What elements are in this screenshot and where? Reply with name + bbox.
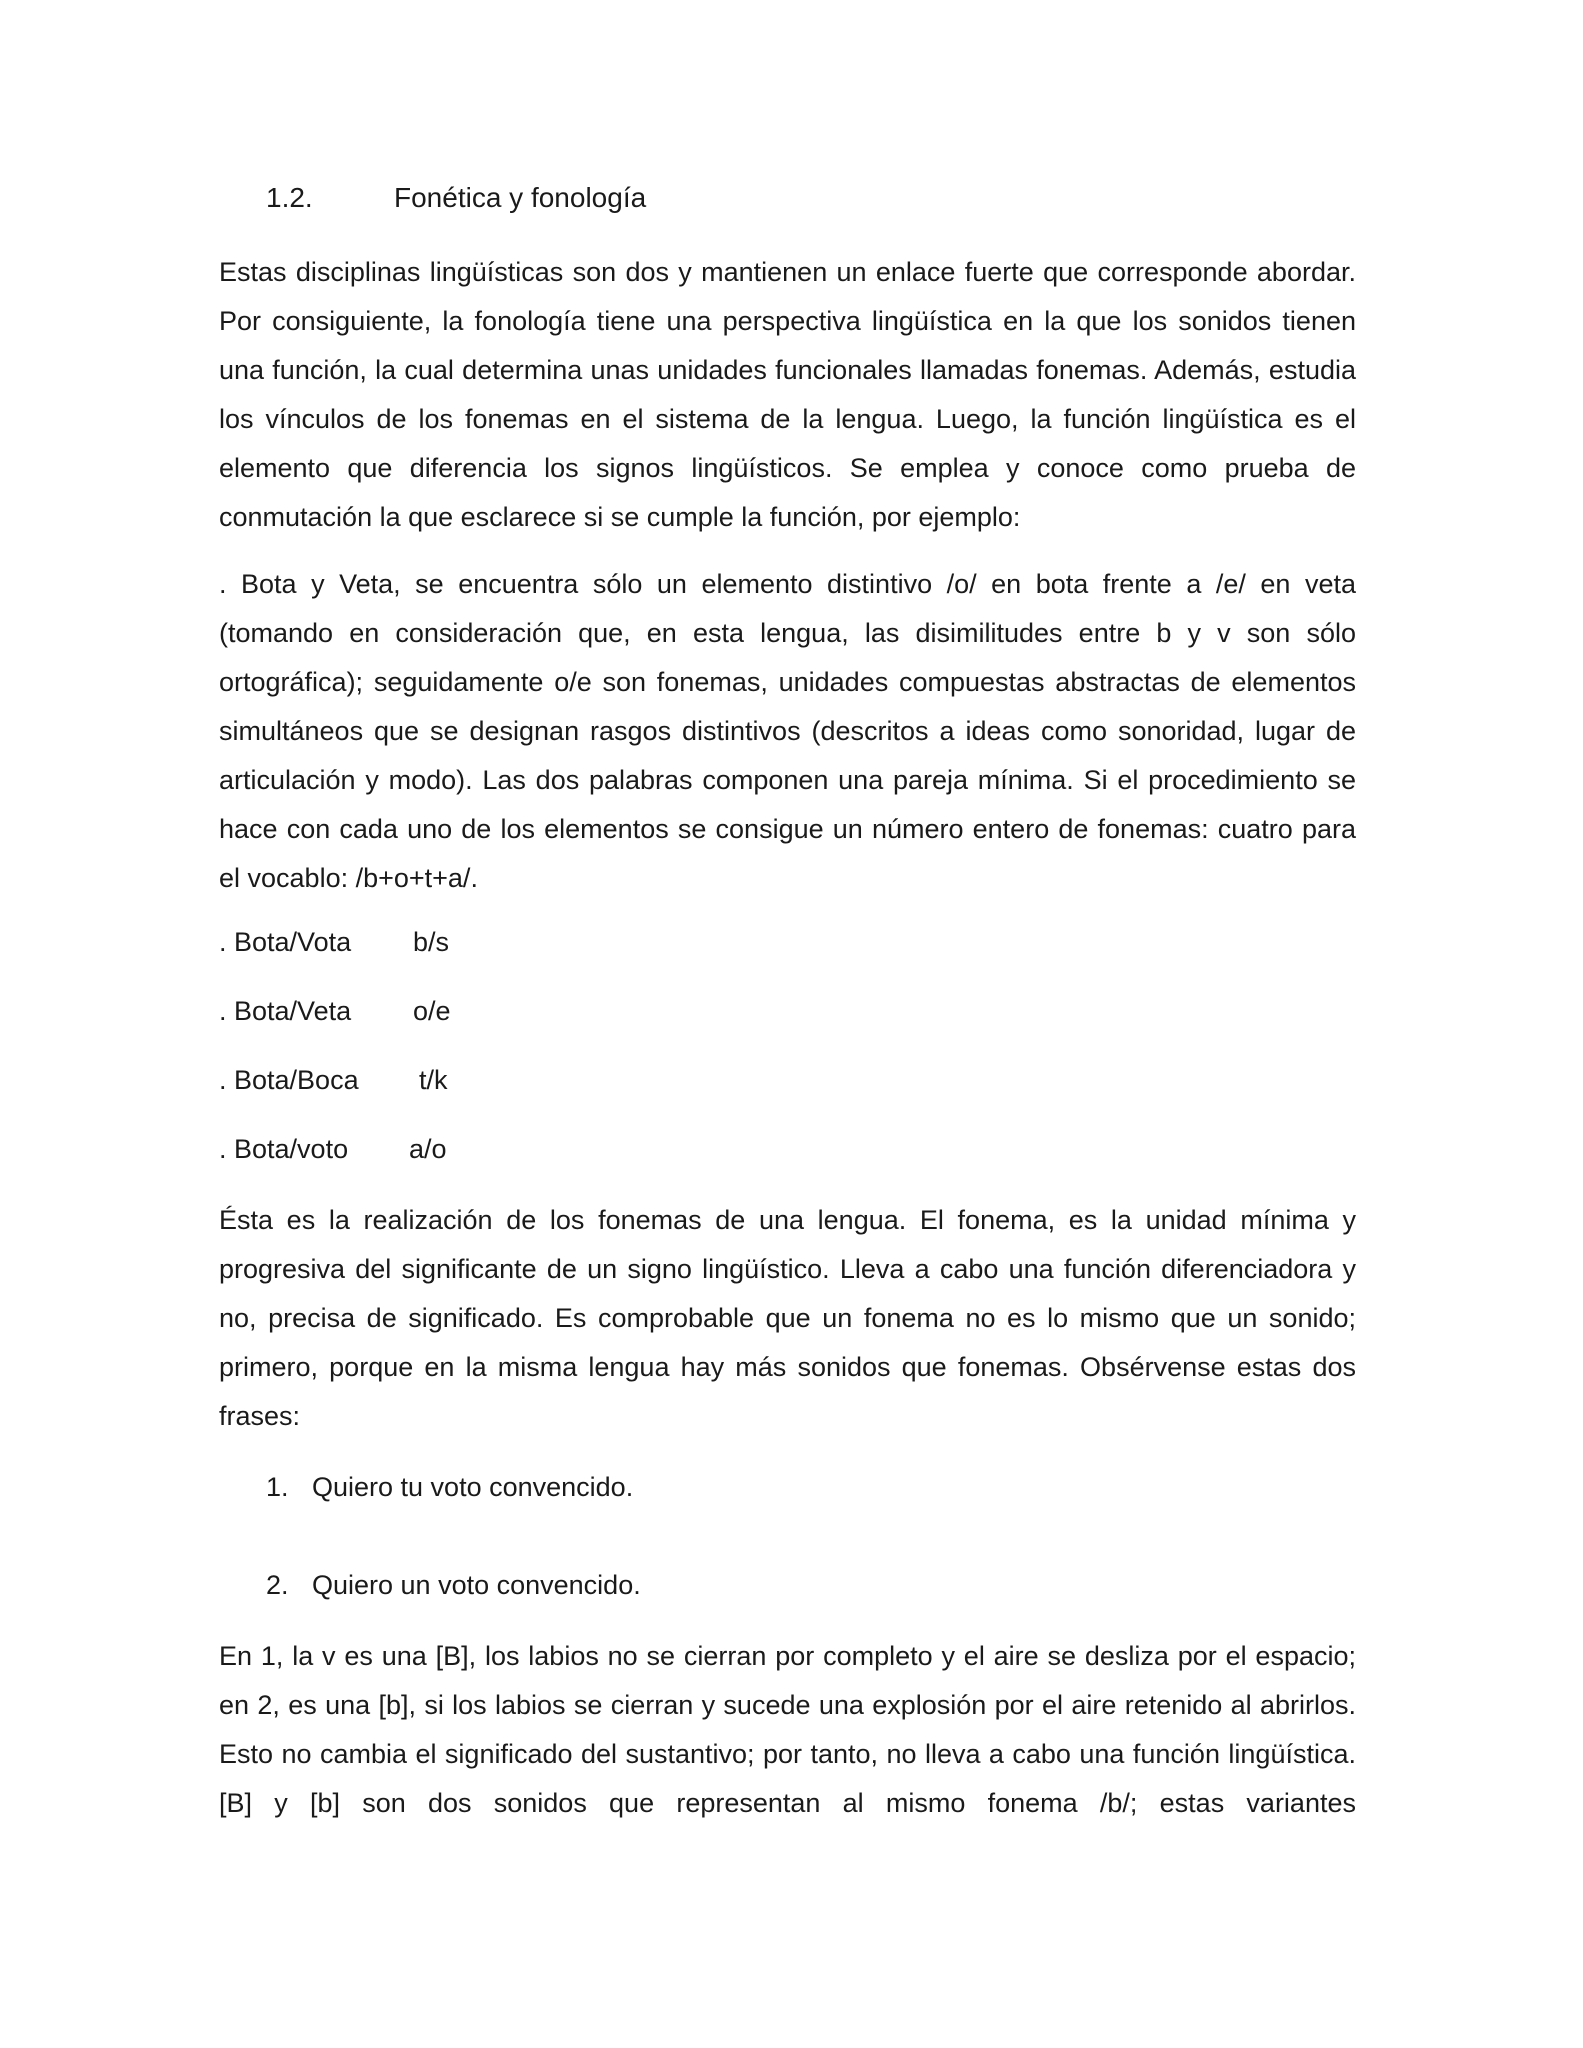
minimal-pair-phonemes: a/o [409, 1134, 447, 1164]
section-title: Fonética y fonología [394, 182, 647, 213]
example-sentence-number: 1. [266, 1472, 289, 1502]
paragraph-intro: Estas disciplinas lingüísticas son dos y mantienen un enlace fuerte que corresponde abordar. Por consiguiente, la fonología tiene una perspectiva lingüística en la que los sonidos tienen una función, la cual determina unas unidades funcionales llamadas fonemas. Además, estudia los vínculos de los fonemas en el sistema de la lengua. Luego, la función lingüística es el elemento que diferencia los signos lingüísticos. Se emplea y conoce como prueba de conmutación la que esclarece si se cumple la función, por ejemplo: [219, 257, 1356, 532]
minimal-pair-row [219, 1060, 448, 1100]
minimal-pair-phonemes: b/s [413, 927, 450, 957]
example-sentence-number: 2. [266, 1570, 289, 1600]
paragraph-phoneme-definition: Ésta es la realización de los fonemas de una lengua. El fonema, es la unidad mínima y progresiva del significante de un signo lingüístico. Lleva a cabo una función diferenciadora y no, precisa de significado. Es comprobable que un fonema no es lo mismo que un sonido; primero, porque en la misma lengua hay más sonidos que fonemas. Obsérvense estas dos frases: [219, 1205, 1356, 1431]
example-sentence-item [266, 1565, 641, 1605]
minimal-pair-words: . Bota/Veta [219, 996, 352, 1026]
paragraph-allophones: En 1, la v es una [B], los labios no se cierran por completo y el aire se desliza por el espacio; en 2, es una [b], si los labios se cierran y sucede una explosión por el aire retenido al abrirlos. Esto no cambia el significado del sustantivo; por tanto, no lleva a cabo una función lingüística. [B] y [b] son dos sonidos que representan al mismo fonema /b/; estas variantes [219, 1641, 1356, 1818]
section-number: 1.2. [266, 182, 313, 213]
section-heading [266, 178, 646, 218]
minimal-pair-row [219, 1129, 447, 1169]
minimal-pair-words: . Bota/voto [219, 1134, 349, 1164]
minimal-pair-words: . Bota/Boca [219, 1065, 359, 1095]
minimal-pair-words: . Bota/Vota [219, 927, 352, 957]
minimal-pair-row [219, 922, 450, 962]
example-sentence-item [266, 1467, 633, 1507]
minimal-pair-row [219, 991, 451, 1031]
example-sentence-text: Quiero tu voto convencido. [312, 1472, 634, 1502]
example-sentence-text: Quiero un voto convencido. [312, 1570, 641, 1600]
paragraph-example: . Bota y Veta, se encuentra sólo un elemento distintivo /o/ en bota frente a /e/ en veta (tomando en consideración que, en esta lengua, las disimilitudes entre b y v son sólo ortográfica); seguidamente o/e son fonemas, unidades compuestas abstractas de elementos simultáneos que se designan rasgos distintivos (descritos a ideas como sonoridad, lugar de articulación y modo). Las dos palabras componen una pareja mínima. Si el procedimiento se hace con cada uno de los elementos se consigue un número entero de fonemas: cuatro para el vocablo: /b+o+t+a/. [219, 569, 1356, 893]
minimal-pair-phonemes: t/k [419, 1065, 448, 1095]
minimal-pair-phonemes: o/e [413, 996, 451, 1026]
